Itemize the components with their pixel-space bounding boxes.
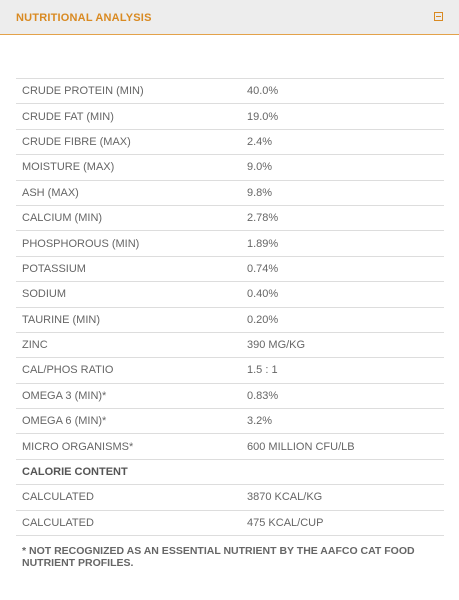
table-row (16, 485, 444, 510)
row-value: 0.40% (247, 288, 279, 301)
row-value: 0.83% (247, 389, 279, 402)
row-label: CRUDE PROTEIN (MIN) (22, 85, 144, 98)
row-label: ZINC (22, 339, 48, 352)
section-label: CALORIE CONTENT (22, 466, 128, 479)
table-row (16, 155, 444, 180)
row-label: OMEGA 6 (MIN)* (22, 415, 107, 428)
row-label: MICRO ORGANISMS* (22, 440, 134, 453)
row-value: 1.5 : 1 (247, 364, 278, 377)
row-label: CALCULATED (22, 491, 94, 504)
row-label: CRUDE FAT (MIN) (22, 110, 114, 123)
row-value: 3870 KCAL/KG (247, 491, 323, 504)
table-row (16, 511, 444, 536)
row-label: CALCULATED (22, 516, 94, 529)
table-row (16, 257, 444, 282)
table-row (16, 181, 444, 206)
row-label: ASH (MAX) (22, 186, 79, 199)
table-row (16, 79, 444, 104)
row-label: CAL/PHOS RATIO (22, 364, 114, 377)
row-label: OMEGA 3 (MIN)* (22, 389, 107, 402)
row-label: MOISTURE (MAX) (22, 161, 115, 174)
row-value: 19.0% (247, 110, 279, 123)
row-value: 9.8% (247, 186, 273, 199)
row-value: 0.20% (247, 313, 279, 326)
table-row (16, 231, 444, 256)
table-row (16, 206, 444, 231)
row-value: 0.74% (247, 262, 279, 275)
row-label: CRUDE FIBRE (MAX) (22, 135, 131, 148)
table-row (16, 409, 444, 434)
panel-header[interactable] (0, 0, 459, 35)
row-value: 1.89% (247, 237, 279, 250)
row-label: SODIUM (22, 288, 66, 301)
row-value: 40.0% (247, 85, 279, 98)
panel-title: NUTRITIONAL ANALYSIS (16, 12, 152, 24)
row-value: 2.78% (247, 212, 279, 225)
row-label: CALCIUM (MIN) (22, 212, 103, 225)
collapse-icon[interactable] (434, 12, 443, 21)
table-row (16, 434, 444, 459)
table-row (16, 358, 444, 383)
row-value: 600 MILLION CFU/LB (247, 440, 355, 453)
row-label: POTASSIUM (22, 262, 86, 275)
table-row (16, 384, 444, 409)
table-row (16, 333, 444, 358)
row-label: TAURINE (MIN) (22, 313, 101, 326)
row-value: 2.4% (247, 135, 273, 148)
footnote: * NOT RECOGNIZED AS AN ESSENTIAL NUTRIENT BY THE AAFCO CAT FOOD NUTRIENT PROFILES. (22, 545, 415, 569)
section-header-row (16, 460, 444, 485)
row-value: 3.2% (247, 415, 273, 428)
row-value: 390 MG/KG (247, 339, 306, 352)
table-row (16, 282, 444, 307)
table-row (16, 130, 444, 155)
table-row (16, 308, 444, 333)
row-value: 9.0% (247, 161, 273, 174)
row-label: PHOSPHOROUS (MIN) (22, 237, 140, 250)
row-value: 475 KCAL/CUP (247, 516, 324, 529)
nutrition-table (16, 78, 444, 536)
table-row (16, 104, 444, 129)
